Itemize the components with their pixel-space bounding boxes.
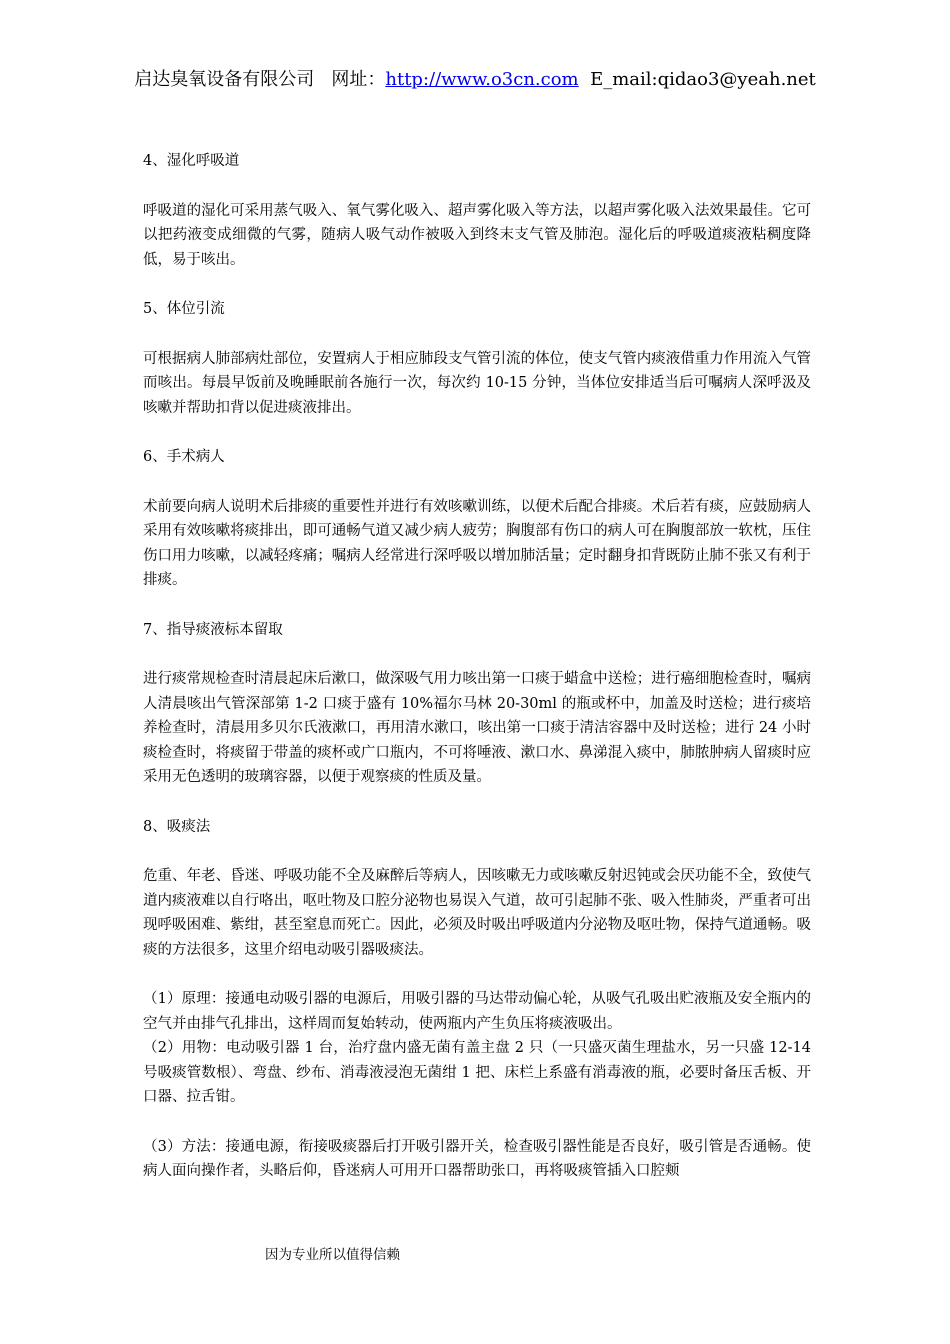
section-paragraph: 术前要向病人说明术后排痰的重要性并进行有效咳嗽训练，以便术后配合排痰。术后若有痰，应鼓励病人采用有效咳嗽将痰排出，即可通畅气道又减少病人疲劳；胸腹部有伤口的病人可在胸腹部放一软枕，压住伤口用力咳嗽，以减轻疼痛；嘱病人经常进行深呼吸以增加肺活量；定时翻身扣背既防止肺不张又有利于排痰。: [143, 498, 811, 588]
page-footer: 因为专业所以值得信赖: [265, 1247, 400, 1263]
section-paragraph: 呼吸道的湿化可采用蒸气吸入、氧气雾化吸入、超声雾化吸入等方法，以超声雾化吸入法效果最佳。它可以把药液变成细微的气雾，随病人吸气动作被吸入到终末支气管及肺泡。湿化后的呼吸道痰液粘稠度降低，易于咳出。: [143, 202, 811, 268]
company-name: 启达臭氧设备有限公司: [134, 69, 315, 90]
website-link[interactable]: http://www.o3cn.com: [385, 69, 579, 90]
section-heading: 7、指导痰液标本留取: [143, 621, 283, 638]
section-heading: 8、吸痰法: [143, 818, 211, 835]
section-heading: 5、体位引流: [143, 301, 225, 317]
list-item-supplies: （2）用物：电动吸引器 1 台，治疗盘内盛无菌有盖主盘 2 只（一只盛灭菌生理盐水，另一只盛 12-14 号吸痰管数根）、弯盘、纱布、消毒液浸泡无菌绀 1 把、床栏上系盛有消毒液的瓶，必要时备压舌板、开口器、拉舌钳。: [143, 1040, 811, 1105]
section-paragraph: 可根据病人肺部病灶部位，安置病人于相应肺段支气管引流的体位，使支气管内痰液借重力作用流入气管而咳出。每晨早饭前及晚睡眠前各施行一次，每次约 10-15 分钟，当体位安排适当后可嘱病人深呼汲及咳嗽并帮助扣背以促进痰液排出。: [143, 350, 811, 416]
section-heading: 6、手术病人: [143, 449, 225, 465]
document-body: [143, 149, 811, 1184]
page-header: [0, 66, 950, 94]
website-label: 网址：: [331, 69, 386, 90]
list-item-principle: （1）原理：接通电动吸引器的电源后，用吸引器的马达带动偏心轮，从吸气孔吸出贮液瓶及安全瓶内的空气并由排气孔排出，这样周而复始转动，使两瓶内产生负压将痰液吸出。: [143, 991, 811, 1032]
section-heading: 4、湿化呼吸道: [143, 153, 240, 169]
section-paragraph: 危重、年老、昏迷、呼吸功能不全及麻醉后等病人，因咳嗽无力或咳嗽反射迟钝或会厌功能不全，致使气道内痰液难以自行咯出，呕吐物及口腔分泌物也易误入气道，故可引起肺不张、吸入性肺炎，严重者可出现呼吸困难、紫绀，甚至窒息而死亡。因此，必须及时吸出呼吸道内分泌物及呕吐物，保持气道通畅。吸痰的方法很多，这里介绍电动吸引器吸痰法。: [143, 868, 811, 958]
email-text: E_mail:qidao3@yeah.net: [590, 69, 816, 90]
section-paragraph: 进行痰常规检查时清晨起床后漱口，做深吸气用力咳出第一口痰于蜡盒中送检；进行癌细胞检查时，嘱病人清晨咳出气管深部第 1-2 口痰于盛有 10%福尔马林 20-30ml 的瓶或杯中，加盖及时送检；进行痰培养检查时，清晨用多贝尔氏液漱口，再用清水漱口，咳出第一口痰于清洁容器中及时送检；进行 24 小时痰检查时，将痰留于带盖的痰杯或广口瓶内，不可将唾液、漱口水、鼻涕混入痰中，肺脓肿病人留痰时应采用无色透明的玻璃容器，以便于观察痰的性质及量。: [143, 671, 811, 785]
list-item-method: （3）方法：接通电源，衔接吸痰器后打开吸引器开关，检查吸引器性能是否良好，吸引管是否通畅。使病人面向操作者，头略后仰，昏迷病人可用开口器帮助张口，再将吸痰管插入口腔颊: [143, 1138, 811, 1179]
